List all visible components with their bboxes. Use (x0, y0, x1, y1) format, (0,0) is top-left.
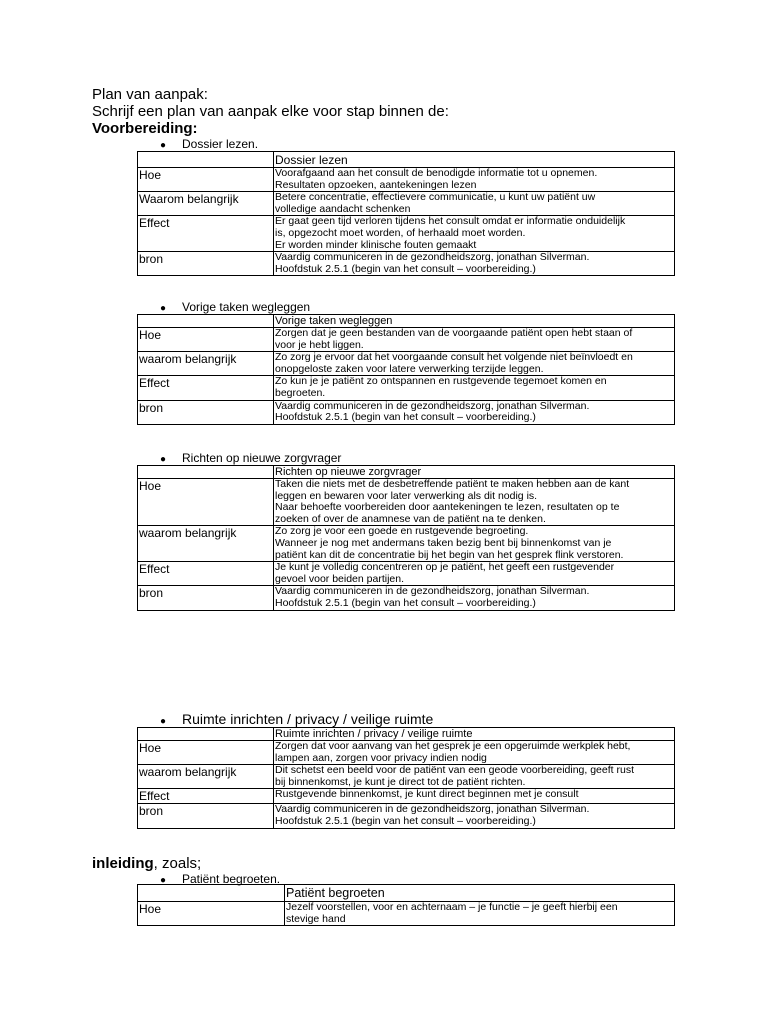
table-row (138, 526, 675, 562)
content-line: Vaardig communiceren in de gezondheidszorg, jonathan Silverman. (275, 803, 590, 816)
table-corner-cell (138, 466, 274, 479)
table-row (138, 586, 675, 610)
content-line: Jezelf voorstellen, voor en achternaam – je functie – je geeft hierbij een (286, 901, 618, 913)
row-label: Effect (138, 562, 274, 586)
content-line: Hoofdstuk 2.5.1 (begin van het consult – voorbereiding.) (275, 411, 536, 424)
table-row (138, 479, 675, 526)
content-line: Dit schetst een beeld voor de patiënt van een geode voorbereiding, geeft rust (275, 764, 634, 777)
content-line: bij binnenkomst, je kunt je direct tot de patiënt richten. (275, 775, 526, 788)
content-line: Vaardig communiceren in de gezondheidszorg, jonathan Silverman. (275, 400, 590, 412)
section-heading-inleiding (92, 855, 201, 872)
table-row (138, 216, 675, 252)
table-header: Dossier lezen (274, 152, 675, 168)
content-line: Zo zorg je ervoor dat het voorgaande consult het volgende niet beïnvloedt en (275, 351, 633, 364)
bullet-label: Vorige taken wegleggen (182, 300, 311, 314)
row-label: bron (138, 400, 274, 424)
table-row (138, 804, 675, 828)
table-row (138, 562, 675, 586)
row-content (274, 526, 675, 562)
content-line: Zo kun je je patiënt zo ontspannen en rustgevende tegemoet komen en (275, 375, 607, 388)
row-label: Effect (138, 376, 274, 400)
table-row (138, 789, 675, 804)
table-corner-cell (138, 728, 274, 741)
plan-table (137, 727, 675, 829)
row-content (274, 328, 675, 352)
content-line: Hoofdstuk 2.5.1 (begin van het consult – voorbereiding.) (275, 262, 536, 275)
content-line: Hoofdstuk 2.5.1 (begin van het consult – voorbereiding.) (275, 814, 536, 827)
heading-rest: , zoals; (153, 855, 202, 872)
bullet-icon: ● (160, 140, 167, 151)
table-header: Patiënt begroeten (285, 885, 675, 902)
content-line: begroeten. (275, 386, 326, 399)
table-row (138, 192, 675, 216)
bullet-icon: ● (160, 303, 167, 314)
plan-table (137, 465, 675, 611)
content-line: volledige aandacht schenken (275, 202, 411, 215)
row-content (274, 192, 675, 216)
content-line: Voorafgaand aan het consult de benodigde informatie tot u opnemen. (275, 167, 598, 179)
table-corner-cell (138, 152, 274, 168)
row-label: Hoe (138, 328, 274, 352)
content-line: Betere concentratie, effectievere communicatie, u kunt uw patiënt uw (275, 191, 596, 204)
row-content (274, 352, 675, 376)
table-row (138, 400, 675, 424)
content-line: Vaardig communiceren in de gezondheidszorg, jonathan Silverman. (275, 251, 590, 264)
heading-bold-part: inleiding (92, 855, 154, 872)
bullet-label: Patiënt begroeten. (182, 872, 281, 886)
bullet-label: Dossier lezen. (182, 137, 259, 151)
document-title: Plan van aanpak: (92, 86, 208, 103)
row-content (274, 400, 675, 424)
content-line: Er gaat geen tijd verloren tijdens het consult omdat er informatie onduidelijk (275, 215, 626, 228)
instruction-text: Schrijf een plan van aanpak elke voor stap binnen de: (92, 103, 449, 120)
row-content (274, 479, 675, 526)
row-label: bron (138, 586, 274, 610)
table-row (138, 741, 675, 765)
content-line: Taken die niets met de desbetreffende patiënt te maken hebben aan de kant (275, 478, 630, 490)
content-line: zoeken of over de anamnese van de patiënt na te denken. (275, 512, 546, 525)
row-content (274, 168, 675, 192)
row-label: Effect (138, 216, 274, 252)
bullet-label: Richten op nieuwe zorgvrager (182, 451, 342, 465)
table-corner-cell (138, 315, 274, 328)
content-line: Resultaten opzoeken, aantekeningen lezen (275, 178, 477, 191)
content-line: patiënt kan dit de concentratie bij het begin van het gesprek flink verstoren. (275, 548, 624, 561)
row-content (274, 216, 675, 252)
content-line: Je kunt je volledig concentreren op je patiënt, het geeft een rustgevender (275, 561, 615, 574)
content-line: onopgeloste zaken voor latere verwerking terzijde leggen. (275, 362, 544, 375)
content-line: Wanneer je nog met andermans taken bezig bent bij binnenkomst van je (275, 536, 612, 549)
content-line: Er worden minder klinische fouten gemaakt (275, 238, 477, 251)
row-content (274, 252, 675, 276)
content-line: gevoel voor beiden partijen. (275, 572, 405, 585)
row-label: bron (138, 804, 274, 828)
row-content (285, 902, 675, 926)
row-label: Hoe (138, 479, 274, 526)
row-label: Hoe (138, 741, 274, 765)
table-row (138, 352, 675, 376)
content-line: is, opgezocht moet worden, of herhaald moet worden. (275, 226, 526, 239)
bullet-icon: ● (160, 716, 167, 727)
content-line: Hoofdstuk 2.5.1 (begin van het consult – voorbereiding.) (275, 596, 536, 609)
row-label: Hoe (138, 902, 285, 926)
content-line: Zorgen dat je geen bestanden van de voorgaande patiënt open hebt staan of (275, 327, 633, 339)
table-row (138, 376, 675, 400)
content-line: Vaardig communiceren in de gezondheidszorg, jonathan Silverman. (275, 585, 590, 598)
content-line: Zo zorg je voor een goede en rustgevende begroeting. (275, 525, 529, 538)
table-header: Richten op nieuwe zorgvrager (274, 466, 675, 479)
table-header: Vorige taken wegleggen (274, 315, 675, 328)
row-content (274, 741, 675, 765)
bullet-icon: ● (160, 875, 167, 886)
table-row (138, 765, 675, 789)
section-heading-voorbereiding: Voorbereiding: (92, 120, 198, 137)
row-label: waarom belangrijk (138, 352, 274, 376)
plan-table (137, 884, 675, 926)
row-label: waarom belangrijk (138, 765, 274, 789)
row-label: Hoe (138, 168, 274, 192)
table-row (138, 328, 675, 352)
row-label: Effect (138, 789, 274, 804)
row-content (274, 789, 675, 804)
content-line: Zorgen dat voor aanvang van het gesprek je een opgeruimde werkplek hebt, (275, 740, 631, 752)
row-content (274, 562, 675, 586)
content-line: stevige hand (286, 912, 346, 925)
row-content (274, 586, 675, 610)
content-line: Rustgevende binnenkomst, je kunt direct beginnen met je consult (275, 788, 579, 801)
content-line: lampen aan, zorgen voor privacy indien nodig (275, 751, 487, 764)
row-label: waarom belangrijk (138, 526, 274, 562)
content-line: Naar behoefte voorbereiden door aantekeningen te lezen, resultaten op te (275, 501, 620, 514)
table-corner-cell (138, 885, 285, 902)
table-row (138, 902, 675, 926)
bullet-label: Ruimte inrichten / privacy / veilige ruimte (182, 711, 434, 727)
row-label: Waarom belangrijk (138, 192, 274, 216)
plan-table (137, 314, 675, 425)
table-row (138, 252, 675, 276)
table-row (138, 168, 675, 192)
row-content (274, 765, 675, 789)
bullet-icon: ● (160, 454, 167, 465)
plan-table (137, 151, 675, 276)
table-header: Ruimte inrichten / privacy / veilige ruimte (274, 728, 675, 741)
row-content (274, 804, 675, 828)
content-line: voor je hebt liggen. (275, 338, 364, 351)
row-content (274, 376, 675, 400)
row-label: bron (138, 252, 274, 276)
content-line: leggen en bewaren voor later verwerking als dit nodig is. (275, 489, 538, 502)
